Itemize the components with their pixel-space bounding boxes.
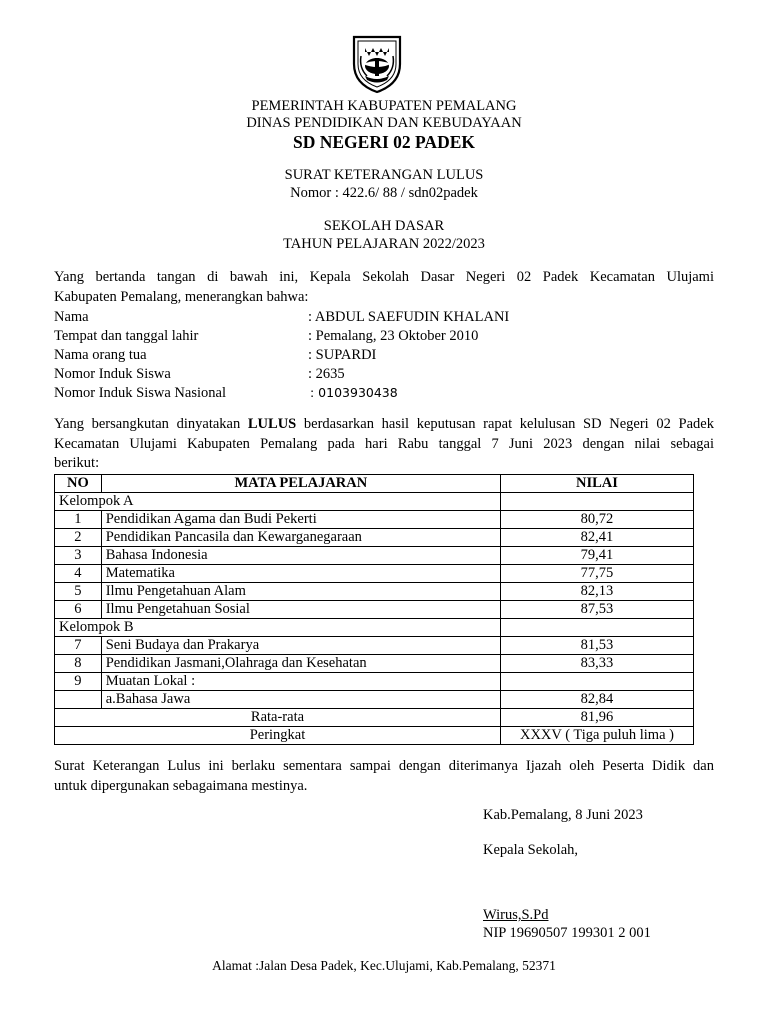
header-score: NILAI — [500, 475, 693, 493]
group-a-score-empty — [500, 493, 693, 511]
table-row — [55, 601, 694, 619]
row-no: 7 — [55, 637, 102, 655]
row-subject: Matematika — [101, 565, 500, 583]
header-subject: MATA PELAJARAN — [101, 475, 500, 493]
field-label-nis: Nomor Induk Siswa — [54, 366, 171, 382]
rank-value: XXXV ( Tiga puluh lima ) — [500, 727, 693, 745]
status-lulus: LULUS — [247, 416, 297, 432]
signature-position: Kepala Sekolah, — [483, 842, 579, 858]
row-subject: Seni Budaya dan Prakarya — [101, 637, 500, 655]
table-row — [55, 511, 694, 529]
row-score: 82,84 — [500, 691, 693, 709]
statement-paragraph — [54, 415, 714, 474]
school-level: SEKOLAH DASAR — [323, 218, 445, 234]
statement-line-1 — [54, 415, 714, 435]
row-no: 3 — [55, 547, 102, 565]
field-value-parent: : SUPARDI — [308, 347, 377, 363]
intro-paragraph — [54, 268, 714, 307]
grades-table — [54, 474, 694, 745]
letter-number: Nomor : 422.6/ 88 / sdn02padek — [290, 185, 478, 201]
row-no: 9 — [55, 673, 102, 691]
field-value-birth: : Pemalang, 23 Oktober 2010 — [308, 328, 479, 344]
row-score: 82,13 — [500, 583, 693, 601]
government-header: PEMERINTAH KABUPATEN PEMALANG — [251, 98, 517, 114]
footer-address: Alamat :Jalan Desa Padek, Kec.Ulujami, Kab.Pemalang, 52371 — [212, 958, 556, 973]
field-label-birth: Tempat dan tanggal lahir — [54, 328, 199, 344]
row-subject: Ilmu Pengetahuan Sosial — [101, 601, 500, 619]
statement-line-3: berikut: — [54, 455, 100, 471]
row-no: 8 — [55, 655, 102, 673]
row-subject: Muatan Lokal : — [101, 673, 500, 691]
field-value-nisn: : 0103930438 — [310, 385, 398, 400]
row-no: 2 — [55, 529, 102, 547]
principal-nip: NIP 19690507 199301 2 001 — [483, 925, 651, 941]
row-score: 82,41 — [500, 529, 693, 547]
group-row-b — [55, 619, 694, 637]
average-row — [55, 709, 694, 727]
row-no — [55, 691, 102, 709]
row-no: 6 — [55, 601, 102, 619]
row-score: 79,41 — [500, 547, 693, 565]
row-no: 5 — [55, 583, 102, 601]
row-score: 83,33 — [500, 655, 693, 673]
signature-place-date: Kab.Pemalang, 8 Juni 2023 — [483, 807, 643, 823]
field-label-nisn: Nomor Induk Siswa Nasional — [54, 385, 226, 401]
row-subject: Pendidikan Pancasila dan Kewarganegaraan — [101, 529, 500, 547]
statement-suffix: berdasarkan hasil keputusan rapat kelulusan SD Negeri 02 Padek — [296, 416, 714, 432]
group-label-a: Kelompok A — [55, 493, 501, 511]
intro-line-1: Yang bertanda tangan di bawah ini, Kepala Sekolah Dasar Negeri 02 Padek Kecamatan Ulujami — [54, 269, 714, 285]
row-no: 1 — [55, 511, 102, 529]
table-row — [55, 637, 694, 655]
department-header: DINAS PENDIDIKAN DAN KEBUDAYAAN — [246, 115, 522, 131]
row-score: 80,72 — [500, 511, 693, 529]
row-subject: Pendidikan Agama dan Budi Pekerti — [101, 511, 500, 529]
principal-name: Wirus,S.Pd — [483, 907, 549, 923]
field-label-name: Nama — [54, 309, 89, 325]
field-label-parent: Nama orang tua — [54, 347, 147, 363]
table-row — [55, 583, 694, 601]
letter-title: SURAT KETERANGAN LULUS — [284, 167, 484, 183]
table-row — [55, 529, 694, 547]
average-value: 81,96 — [500, 709, 693, 727]
closing-line-2: untuk dipergunakan sebagaimana mestinya. — [54, 777, 308, 794]
rank-row — [55, 727, 694, 745]
table-row — [55, 565, 694, 583]
row-score: 87,53 — [500, 601, 693, 619]
academic-year: TAHUN PELAJARAN 2022/2023 — [283, 236, 485, 252]
table-row — [55, 655, 694, 673]
table-row — [55, 547, 694, 565]
closing-line-1: Surat Keterangan Lulus ini berlaku sementara sampai dengan diterimanya Ijazah oleh Peserta Didik dan — [54, 758, 714, 774]
field-value-nis: : 2635 — [308, 366, 345, 382]
row-no: 4 — [55, 565, 102, 583]
row-subject: Pendidikan Jasmani,Olahraga dan Kesehatan — [101, 655, 500, 673]
table-header-row — [55, 475, 694, 493]
table-row — [55, 691, 694, 709]
school-name: SD NEGERI 02 PADEK — [293, 132, 475, 152]
statement-line-2: Kecamatan Ulujami Kabupaten Pemalang pada hari Rabu tanggal 7 Juni 2023 dengan nilai sebagai — [54, 435, 714, 452]
regency-emblem — [351, 34, 403, 94]
row-subject: a.Bahasa Jawa — [101, 691, 500, 709]
group-b-score-empty — [500, 619, 693, 637]
group-label-b: Kelompok B — [55, 619, 501, 637]
rank-label: Peringkat — [55, 727, 501, 745]
row-score — [500, 673, 693, 691]
header-no: NO — [55, 475, 102, 493]
row-score: 81,53 — [500, 637, 693, 655]
row-subject: Bahasa Indonesia — [101, 547, 500, 565]
table-row — [55, 673, 694, 691]
row-subject: Ilmu Pengetahuan Alam — [101, 583, 500, 601]
row-score: 77,75 — [500, 565, 693, 583]
average-label: Rata-rata — [55, 709, 501, 727]
field-value-name: : ABDUL SAEFUDIN KHALANI — [308, 309, 510, 325]
closing-paragraph — [54, 757, 714, 796]
group-row-a — [55, 493, 694, 511]
statement-prefix: Yang bersangkutan dinyatakan — [54, 416, 248, 432]
intro-line-2: Kabupaten Pemalang, menerangkan bahwa: — [54, 288, 309, 305]
